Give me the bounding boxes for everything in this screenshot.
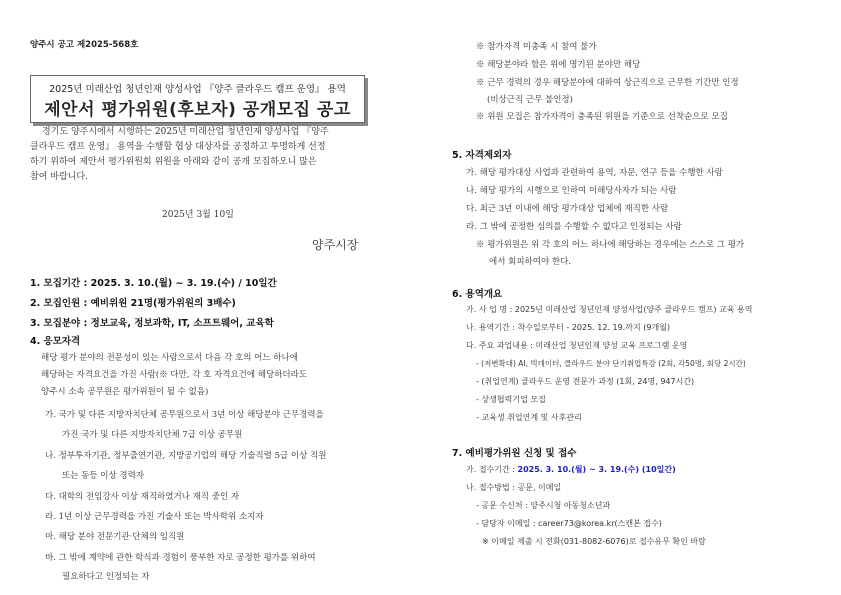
qual-item-cont: 또는 동등 이상 경력자 <box>62 471 145 481</box>
application-note: ※ 이메일 제출 시 전화(031-8082-6076)로 접수유무 확인 바람 <box>482 537 706 546</box>
qual-item-cont: 필요하다고 인정되는 자 <box>62 572 150 582</box>
service-name: 가. 사 업 명 : 2025년 미래산업 청년인재 양성사업(양주 클라우드 캠프) 교육 용역 <box>466 305 753 314</box>
service-task-item: - 상생협력기업 모집 <box>476 395 546 404</box>
application-period-label: 가. 접수기간 : <box>466 465 518 474</box>
intro-line: 참여 바랍니다. <box>30 172 88 182</box>
qual-intro-line: 해당 평가 분야의 전문성이 있는 사람으로서 다음 각 호의 어느 하나에 <box>41 353 298 363</box>
title-subtitle: 2025년 미래산업 청년인재 양성사업 『양주 클라우드 캠프 운영』 용역 <box>49 84 346 95</box>
section-qualification: 4. 응모자격 <box>30 336 81 347</box>
exclusion-item: 나. 해당 평가의 시행으로 인하여 이해당사자가 되는 사람 <box>466 186 677 196</box>
qual-item: 마. 해당 분야 전문기관·단체의 임직원 <box>45 532 185 542</box>
qual-item: 나. 정부투자기관, 정부출연기관, 지방공기업의 해당 기술직렬 5급 이상 직원 <box>45 451 327 461</box>
qualification-intro <box>41 350 307 401</box>
title-box <box>30 75 365 123</box>
exclusion-item: 라. 그 밖에 공정한 심의를 수행할 수 없다고 인정되는 사람 <box>466 222 682 232</box>
service-tasks: 다. 주요 과업내용 : 미래산업 청년인재 양성 교육 프로그램 운영 <box>466 341 688 350</box>
application-period <box>466 464 676 475</box>
qual-intro-line: 양주시 소속 공무원은 평가위원이 될 수 없음) <box>41 387 209 397</box>
section-recruit-field: 3. 모집분야 : 정보교육, 정보과학, IT, 소프트웨어, 교육학 <box>30 318 274 329</box>
intro-line: 하기 위하여 제안서 평가위원회 위원을 아래와 같이 공개 모집하오니 많은 <box>30 157 317 167</box>
issuer: 양주시장 <box>312 238 359 252</box>
section-recruit-count: 2. 모집인원 : 예비위원 21명(평가위원의 3배수) <box>30 298 236 309</box>
qual-item: 가. 국가 및 다른 지방자치단체 공무원으로서 3년 이상 해당분야 근무경력을 <box>45 410 324 420</box>
intro-line: 경기도 양주시에서 시행하는 2025년 미래산업 청년인재 양성사업 『양주 <box>42 127 329 137</box>
note-item-cont: (비상근직 근무 불인정) <box>487 95 573 105</box>
qual-item: 바. 그 밖에 계약에 관한 학식과 경험이 풍부한 자로 공정한 평가를 위하여 <box>45 553 316 563</box>
section-application: 7. 예비평가위원 신청 및 접수 <box>452 448 577 459</box>
application-method: 나. 접수방법 : 공문, 이메일 <box>466 483 562 492</box>
application-period-value: 2025. 3. 10.(월) ~ 3. 19.(수) (10일간) <box>517 465 676 474</box>
service-period: 나. 용역기간 : 착수일로부터 - 2025. 12. 19.까지 (9개월) <box>466 323 671 332</box>
exclusion-item: 다. 최근 3년 이내에 해당 평가대상 업체에 재직한 사람 <box>466 204 669 214</box>
application-email: - 담당자 이메일 : career73@korea.kr(스캔본 접수) <box>476 519 662 528</box>
application-recipient: - 공문 수신처 : 양주시청 아동청소년과 <box>476 501 611 510</box>
note-item: ※ 근무 경력의 경우 해당분야에 대하여 상근직으로 근무한 기간만 인정 <box>476 78 739 88</box>
section-recruit-period: 1. 모집기간 : 2025. 3. 10.(월) ~ 3. 19.(수) / 10일간 <box>30 278 277 289</box>
service-task-item: - 교육생 취업연계 및 사후관리 <box>476 413 582 422</box>
note-item: ※ 위원 모집은 참가자격이 충족된 위원을 기준으로 선착순으로 모집 <box>476 112 728 122</box>
page-title: 제안서 평가위원(후보자) 공개모집 공고 <box>44 100 351 120</box>
service-task-item: - (취업연계) 클라우드 운영 전문가 과정 (1회, 24명, 947시간) <box>476 377 695 386</box>
qual-item: 다. 대학의 전임강사 이상 재직하였거나 재직 중인 자 <box>45 492 240 502</box>
notice-date: 2025년 3월 10일 <box>162 210 234 220</box>
intro-line: 클라우드 캠프 운영』 용역을 수행할 협상 대상자를 공정하고 투명하게 선정 <box>30 142 326 152</box>
notice-number: 양주시 공고 제2025-568호 <box>30 40 139 50</box>
exclusion-note: ※ 평가위원은 위 각 호의 어느 하나에 해당하는 경우에는 스스로 그 평가 <box>476 240 745 250</box>
intro-paragraph <box>30 125 329 185</box>
qual-item-cont: 가진 국가 및 다른 지방자치단체 7급 이상 공무원 <box>62 430 243 440</box>
note-item: ※ 해당분야라 함은 위에 명기된 분야만 해당 <box>476 60 641 70</box>
service-task-item: - (저변확대) AI, 빅데이터, 클라우드 분야 단기취업특강 (2회, 각50명, 회당 2시간) <box>476 359 746 368</box>
qual-item: 라. 1년 이상 근무경력을 가진 기술사 또는 박사학위 소지자 <box>45 512 264 522</box>
qual-intro-line: 해당하는 자격요건을 가진 사람(※ 다만, 각 호 자격요건에 해당하더라도 <box>41 370 308 380</box>
exclusion-item: 가. 해당 평가대상 사업과 관련하여 용역, 자문, 연구 등을 수행한 사람 <box>466 168 723 178</box>
exclusion-note-cont: 에서 회피하여야 한다. <box>489 257 572 267</box>
note-item: ※ 참가자격 미충족 시 참여 불가 <box>476 42 597 52</box>
section-exclusions: 5. 자격제외자 <box>452 150 512 161</box>
section-service-overview: 6. 용역개요 <box>452 289 503 300</box>
